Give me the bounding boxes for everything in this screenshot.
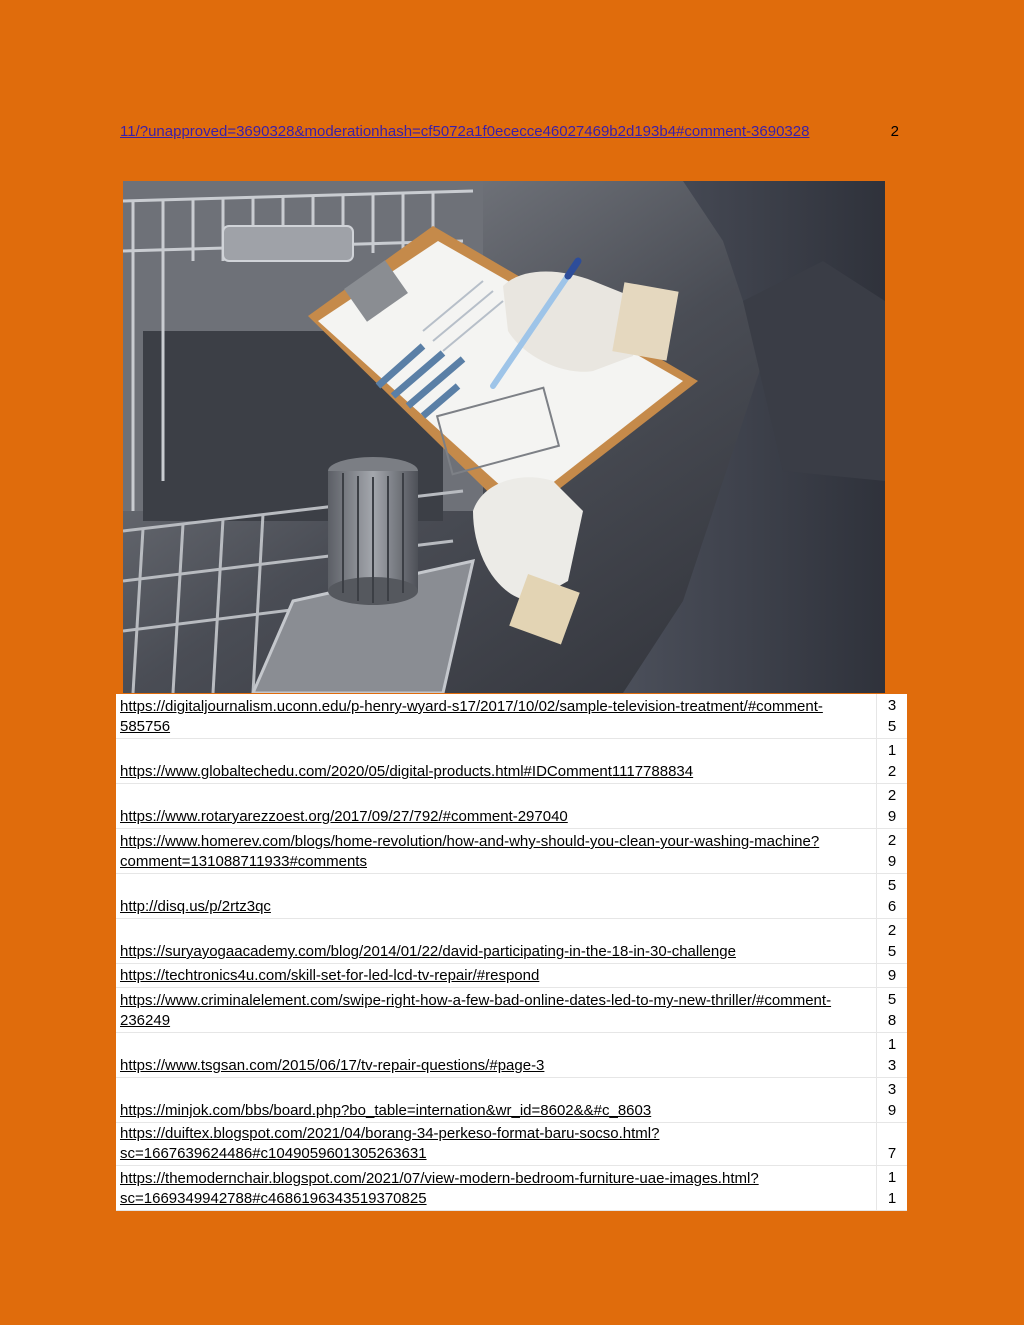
count-digit: 3 (887, 1057, 897, 1074)
table-row (116, 1078, 907, 1123)
row-link[interactable]: https://www.tsgsan.com/2015/06/17/tv-repair-questions/#page-3 (120, 1057, 545, 1074)
count-digit: 3 (887, 697, 897, 714)
count-digit: 5 (887, 943, 897, 960)
count-digit: 5 (887, 877, 897, 894)
count-digit: 9 (887, 808, 897, 825)
table-row (116, 964, 907, 988)
header-link[interactable]: 11/?unapproved=3690328&moderationhash=cf5072a1f0ececce46027469b2d193b4#comment-3690328 (120, 123, 810, 140)
table-row (116, 988, 907, 1033)
table-row (116, 1033, 907, 1078)
table-row (116, 1166, 907, 1211)
technician-photo (123, 181, 885, 693)
link-cell (116, 1078, 877, 1123)
count-digit: 5 (887, 991, 897, 1008)
row-link[interactable]: https://www.globaltechedu.com/2020/05/digital-products.html#IDComment1117788834 (120, 763, 694, 780)
link-cell (116, 874, 877, 919)
count-cell (877, 1033, 908, 1078)
header-count: 2 (890, 123, 899, 140)
count-digit: 1 (887, 1169, 897, 1186)
link-cell (116, 739, 877, 784)
row-link[interactable]: https://techtronics4u.com/skill-set-for-led-lcd-tv-repair/#respond (120, 967, 540, 984)
count-cell (877, 964, 908, 988)
count-cell (877, 694, 908, 739)
table-row (116, 919, 907, 964)
count-digit: 1 (887, 742, 897, 759)
table-row (116, 1123, 907, 1166)
header-row (120, 122, 905, 142)
count-cell (877, 1166, 908, 1211)
link-cell (116, 694, 877, 739)
table-row (116, 784, 907, 829)
row-link[interactable]: https://themodernchair.blogspot.com/2021/07/view-modern-bedroom-furniture-uae-images.html?sc=1669349942788#c4686196343519370825 (120, 1170, 759, 1207)
count-digit: 9 (887, 853, 897, 870)
row-link[interactable]: https://www.criminalelement.com/swipe-right-how-a-few-bad-online-dates-led-to-my-new-thriller/#comment-236249 (120, 992, 832, 1029)
count-cell (877, 784, 908, 829)
count-cell (877, 919, 908, 964)
link-cell (116, 964, 877, 988)
link-cell (116, 1033, 877, 1078)
row-link[interactable]: https://duiftex.blogspot.com/2021/04/borang-34-perkeso-format-baru-socso.html?sc=1667639624486#c1049059601305263631 (120, 1125, 660, 1162)
link-cell (116, 784, 877, 829)
link-cell (116, 1123, 877, 1166)
link-cell (116, 919, 877, 964)
row-link[interactable]: https://digitaljournalism.uconn.edu/p-henry-wyard-s17/2017/10/02/sample-television-treatment/#comment-585756 (120, 698, 823, 735)
link-cell (116, 988, 877, 1033)
row-link[interactable]: https://www.rotaryarezzoest.org/2017/09/27/792/#comment-297040 (120, 808, 568, 825)
count-cell (877, 988, 908, 1033)
row-link[interactable]: https://suryayogaacademy.com/blog/2014/01/22/david-participating-in-the-18-in-30-challenge (120, 943, 736, 960)
row-link[interactable]: https://minjok.com/bbs/board.php?bo_table=internation&wr_id=8602&&#c_8603 (120, 1102, 652, 1119)
link-cell (116, 1166, 877, 1211)
count-cell (877, 1123, 908, 1166)
technician-clipboard-dishwasher-photo-icon (123, 181, 885, 693)
count-digit: 3 (887, 1081, 897, 1098)
row-link[interactable]: http://disq.us/p/2rtz3qc (120, 898, 271, 915)
table-row (116, 874, 907, 919)
link-cell (116, 829, 877, 874)
count-digit: 7 (887, 1145, 897, 1162)
count-digit: 2 (887, 763, 897, 780)
table-row (116, 694, 907, 739)
count-cell (877, 874, 908, 919)
row-link[interactable]: https://www.homerev.com/blogs/home-revolution/how-and-why-should-you-clean-your-washing-machine?comment=131088711933#comments (120, 833, 820, 870)
table-row (116, 829, 907, 874)
count-digit: 9 (887, 967, 897, 984)
count-cell (877, 829, 908, 874)
count-digit: 2 (887, 922, 897, 939)
count-digit: 6 (887, 898, 897, 915)
count-digit: 1 (887, 1190, 897, 1207)
count-cell (877, 739, 908, 784)
count-digit: 2 (887, 832, 897, 849)
count-digit: 1 (887, 1036, 897, 1053)
link-table (116, 694, 907, 1211)
count-digit: 2 (887, 787, 897, 804)
count-digit: 9 (887, 1102, 897, 1119)
count-digit: 8 (887, 1012, 897, 1029)
count-cell (877, 1078, 908, 1123)
count-digit: 5 (887, 718, 897, 735)
table-row (116, 739, 907, 784)
